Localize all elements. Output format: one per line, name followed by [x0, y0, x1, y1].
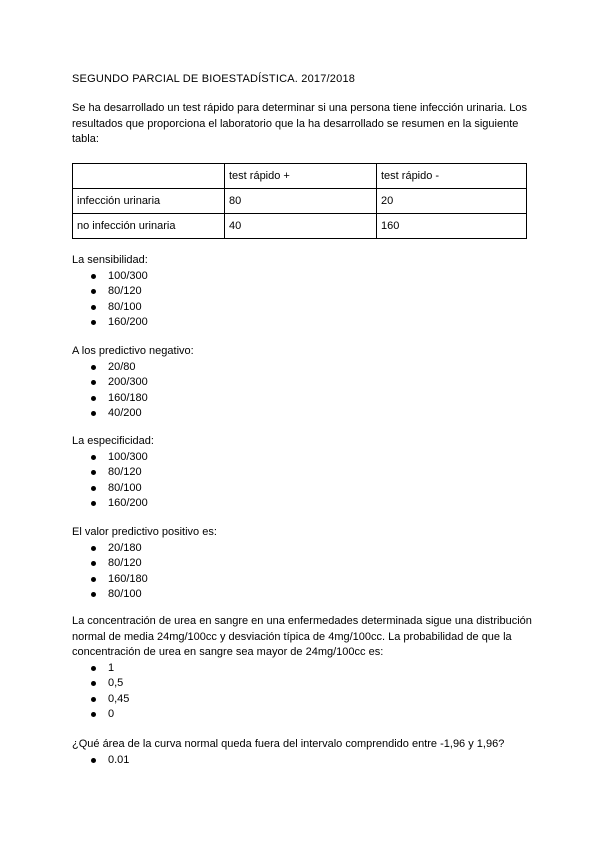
option-item: 80/100 [72, 481, 154, 497]
option-item: 80/100 [72, 587, 217, 603]
option-item: 160/180 [72, 391, 194, 407]
question-stem: La especificidad: [72, 435, 154, 447]
options-list [72, 269, 148, 331]
options-list [72, 541, 217, 603]
question-3 [72, 434, 154, 512]
table-cell: test rápido + [225, 164, 377, 189]
option-item: 40/200 [72, 406, 194, 422]
question-stem: ¿Qué área de la curva normal queda fuera del intervalo comprendido entre -1,96 y 1,96? [72, 738, 505, 750]
table-row [73, 214, 527, 239]
intro-paragraph: Se ha desarrollado un test rápido para determinar si una persona tiene infección urinaria. Los resultados que proporciona el laboratorio que la ha desarrollado se resumen en la siguiente tabla: [72, 102, 527, 145]
results-table [72, 163, 527, 239]
table-cell: infección urinaria [73, 189, 225, 214]
table-cell: 80 [225, 189, 377, 214]
table-cell: test rápido - [377, 164, 527, 189]
option-item: 0,5 [72, 676, 534, 692]
table-cell: 160 [377, 214, 527, 239]
question-stem: La concentración de urea en sangre en una enfermedades determinada sigue una distribución normal de media 24mg/100cc y desviación típica de 4mg/100cc. La probabilidad de que la concentración de urea en sangre sea mayor de 24mg/100cc es: [72, 615, 532, 658]
option-item: 200/300 [72, 375, 194, 391]
question-4 [72, 525, 217, 603]
table-cell [73, 164, 225, 189]
options-list [72, 661, 534, 723]
option-item: 0.01 [72, 753, 542, 769]
options-list [72, 450, 154, 512]
option-item: 20/180 [72, 541, 217, 557]
table-cell: 40 [225, 214, 377, 239]
table-cell: no infección urinaria [73, 214, 225, 239]
question-5 [72, 614, 534, 723]
option-item: 1 [72, 661, 534, 677]
question-stem: La sensibilidad: [72, 254, 148, 266]
question-2 [72, 344, 194, 422]
question-stem: El valor predictivo positivo es: [72, 526, 217, 538]
question-stem: A los predictivo negativo: [72, 345, 194, 357]
option-item: 0,45 [72, 692, 534, 708]
option-item: 80/100 [72, 300, 148, 316]
option-item: 160/200 [72, 315, 148, 331]
exam-title: SEGUNDO PARCIAL DE BIOESTADÍSTICA. 2017/2018 [72, 73, 356, 85]
option-item: 0 [72, 707, 534, 723]
table-header-row [73, 164, 527, 189]
option-item: 160/180 [72, 572, 217, 588]
table-cell: 20 [377, 189, 527, 214]
option-item: 100/300 [72, 269, 148, 285]
option-item: 80/120 [72, 556, 217, 572]
question-1 [72, 253, 148, 331]
options-list [72, 753, 542, 769]
option-item: 80/120 [72, 284, 148, 300]
option-item: 20/80 [72, 360, 194, 376]
table-row [73, 189, 527, 214]
option-item: 160/200 [72, 496, 154, 512]
question-6 [72, 737, 542, 768]
options-list [72, 360, 194, 422]
option-item: 100/300 [72, 450, 154, 466]
option-item: 80/120 [72, 465, 154, 481]
